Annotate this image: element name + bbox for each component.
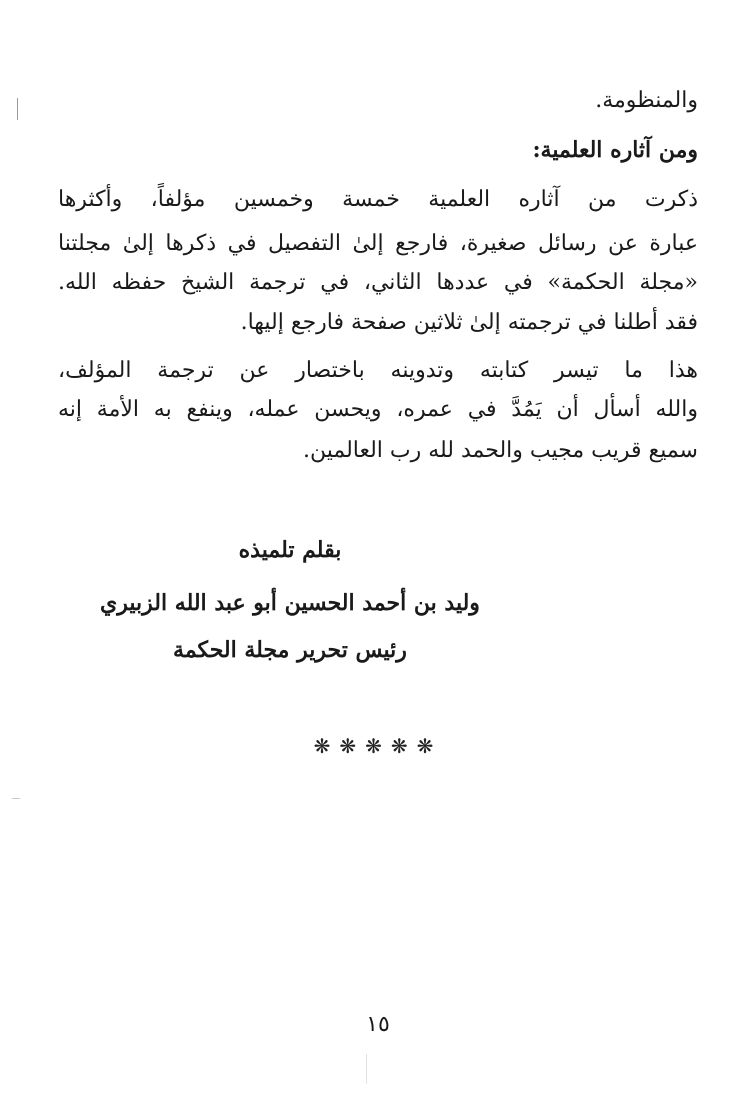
paragraph-line: سميع قريب مجيب والحمد لله رب العالمين. (302, 438, 698, 463)
paragraph-line: والله أسأل أن يَمُدَّ في عمره، ويحسن عمله، وينفع به الأمة إنه (58, 397, 698, 422)
section-heading: ومن آثاره العلمية: (532, 137, 698, 163)
paragraph-line: فقد أطلنا في ترجمته إلىٰ ثلاثين صفحة فارجع إليها. (240, 310, 698, 335)
paragraph-line: «مجلة الحكمة» في عددها الثاني، في ترجمة الشيخ حفظه الله. (58, 270, 698, 295)
page-number: ١٥ (366, 1012, 390, 1037)
signature-name: وليد بن أحمد الحسين أبو عبد الله الزبيري (100, 590, 480, 616)
scan-margin-mark (17, 98, 18, 120)
text-line: والمنظومة. (595, 88, 698, 113)
signature-byline: بقلم تلميذه (238, 537, 342, 563)
paragraph-line: ذكرت من آثاره العلمية خمسة وخمسين مؤلفاً، وأكثرها (58, 187, 698, 212)
signature-title: رئيس تحرير مجلة الحكمة (173, 637, 407, 663)
scan-margin-mark (366, 1054, 367, 1084)
section-separator: ❋❋❋❋❋ (313, 734, 443, 758)
paragraph-line: هذا ما تيسر كتابته وتدوينه باختصار عن ترجمة المؤلف، (58, 358, 698, 383)
scan-margin-mark (12, 798, 20, 799)
paragraph-line: عبارة عن رسائل صغيرة، فارجع إلىٰ التفصيل في ذكرها إلىٰ مجلتنا (58, 231, 698, 256)
